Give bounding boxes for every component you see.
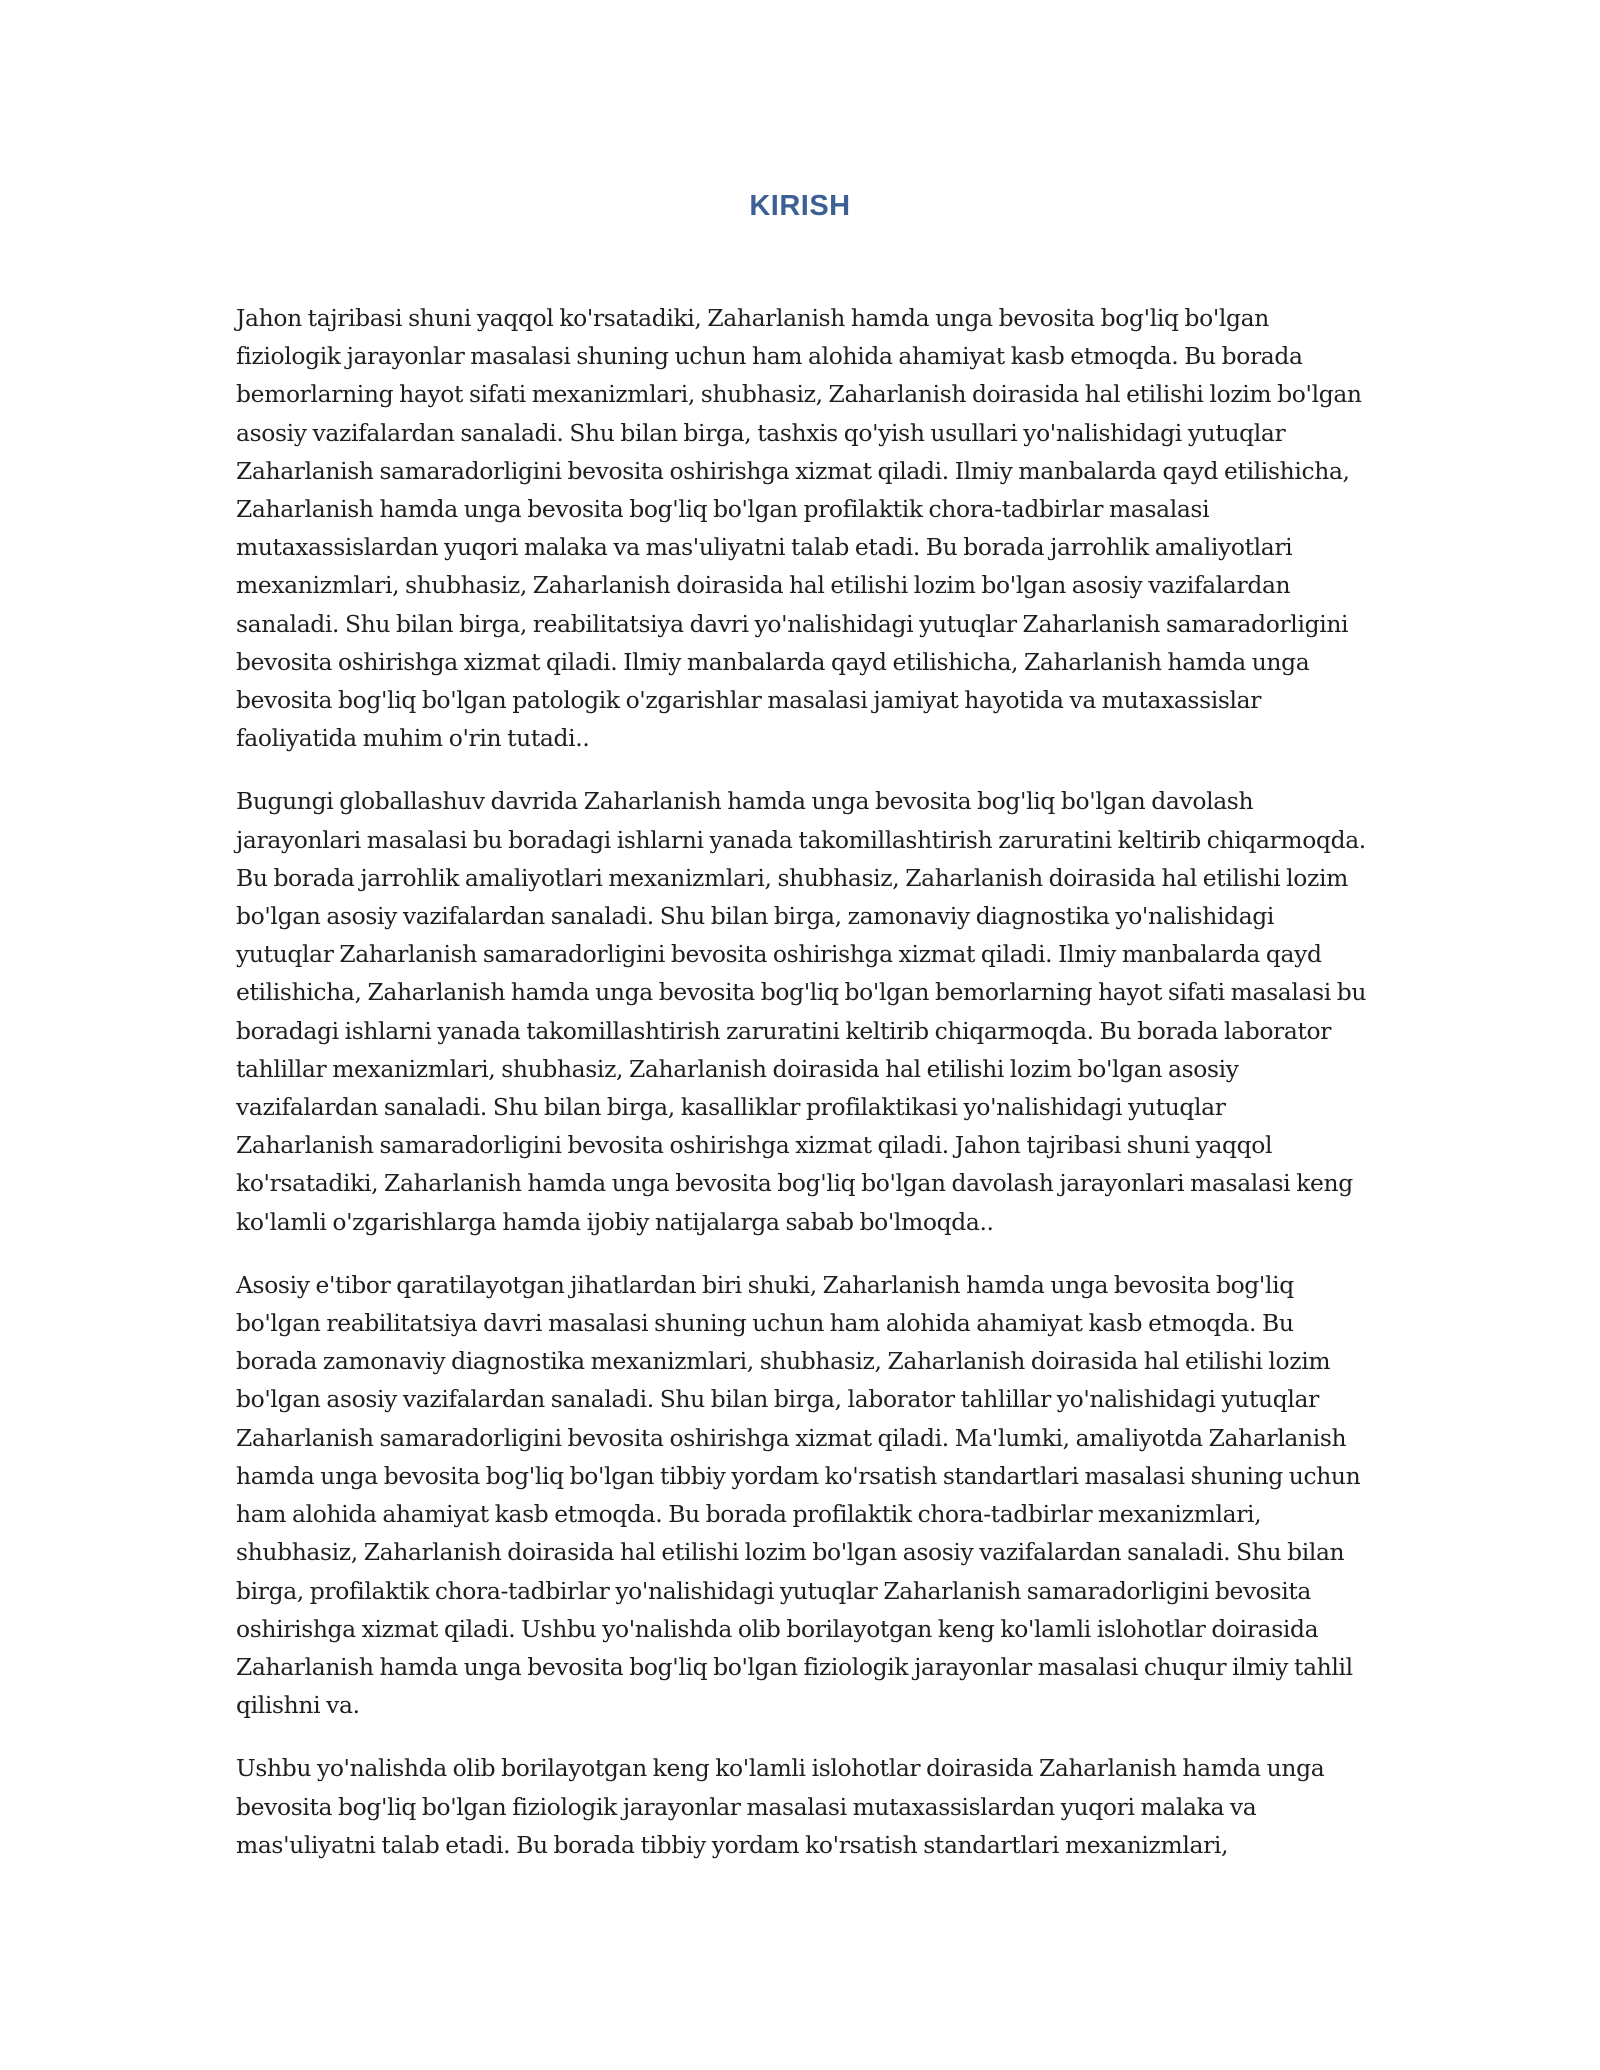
paragraph-4: Ushbu yo'nalishda olib borilayotgan keng ko'lamli islohotlar doirasida Zaharlanish hamda unga bevosita bog'liq bo'lgan fiziologik jarayonlar masalasi mutaxassislardan yuqori malaka va mas'uliyatni talab etadi. Bu borada tibbiy yordam ko'rsatish standartlari mexanizmlari, [236, 1754, 1325, 1859]
paragraph-1: Jahon tajribasi shuni yaqqol ko'rsatadiki, Zaharlanish hamda unga bevosita bog'liq bo'lgan fiziologik jarayonlar masalasi shuning uchun ham alohida ahamiyat kasb etmoqda. Bu borada bemorlarning hayot sifati mexanizmlari, shubhasiz, Zaharlanish doirasida hal etilishi lozim bo'lgan asosiy vazifalardan sanaladi. Shu bilan birga, tashxis qo'yish usullari yo'nalishidagi yutuqlar Zaharlanish samaradorligini bevosita oshirishga xizmat qiladi. Ilmiy manbalarda qayd etilishicha, Zaharlanish hamda unga bevosita bog'liq bo'lgan profilaktik chora-tadbirlar masalasi mutaxassislardan yuqori malaka va mas'uliyatni talab etadi. Bu borada jarrohlik amaliyotlari mexanizmlari, shubhasiz, Zaharlanish doirasida hal etilishi lozim bo'lgan asosiy vazifalardan sanaladi. Shu bilan birga, reabilitatsiya davri yo'nalishidagi yutuqlar Zaharlanish samaradorligini bevosita oshirishga xizmat qiladi. Ilmiy manbalarda qayd etilishicha, Zaharlanish hamda unga bevosita bog'liq bo'lgan patologik o'zgarishlar masalasi jamiyat hayotida va mutaxassislar faoliyatida muhim o'rin tutadi.. [236, 304, 1362, 753]
page-title: KIRISH [749, 190, 851, 222]
paragraph-3: Asosiy e'tibor qaratilayotgan jihatlardan biri shuki, Zaharlanish hamda unga bevosita bog'liq bo'lgan reabilitatsiya davri masalasi shuning uchun ham alohida ahamiyat kasb etmoqda. Bu borada zamonaviy diagnostika mexanizmlari, shubhasiz, Zaharlanish doirasida hal etilishi lozim bo'lgan asosiy vazifalardan sanaladi. Shu bilan birga, laborator tahlillar yo'nalishidagi yutuqlar Zaharlanish samaradorligini bevosita oshirishga xizmat qiladi. Ma'lumki, amaliyotda Zaharlanish hamda unga bevosita bog'liq bo'lgan tibbiy yordam ko'rsatish standartlari masalasi shuning uchun ham alohida ahamiyat kasb etmoqda. Bu borada profilaktik chora-tadbirlar mexanizmlari, shubhasiz, Zaharlanish doirasida hal etilishi lozim bo'lgan asosiy vazifalardan sanaladi. Shu bilan birga, profilaktik chora-tadbirlar yo'nalishidagi yutuqlar Zaharlanish samaradorligini bevosita oshirishga xizmat qiladi. Ushbu yo'nalishda olib borilayotgan keng ko'lamli islohotlar doirasida Zaharlanish hamda unga bevosita bog'liq bo'lgan fiziologik jarayonlar masalasi chuqur ilmiy tahlil qilishni va. [236, 1270, 1361, 1720]
document-body [236, 299, 1368, 1889]
paragraph-2: Bugungi globallashuv davrida Zaharlanish hamda unga bevosita bog'liq bo'lgan davolash jarayonlari masalasi bu boradagi ishlarni yanada takomillashtirish zaruratini keltirib chiqarmoqda. Bu borada jarrohlik amaliyotlari mexanizmlari, shubhasiz, Zaharlanish doirasida hal etilishi lozim bo'lgan asosiy vazifalardan sanaladi. Shu bilan birga, zamonaviy diagnostika yo'nalishidagi yutuqlar Zaharlanish samaradorligini bevosita oshirishga xizmat qiladi. Ilmiy manbalarda qayd etilishicha, Zaharlanish hamda unga bevosita bog'liq bo'lgan bemorlarning hayot sifati masalasi bu boradagi ishlarni yanada takomillashtirish zaruratini keltirib chiqarmoqda. Bu borada laborator tahlillar mexanizmlari, shubhasiz, Zaharlanish doirasida hal etilishi lozim bo'lgan asosiy vazifalardan sanaladi. Shu bilan birga, kasalliklar profilaktikasi yo'nalishidagi yutuqlar Zaharlanish samaradorligini bevosita oshirishga xizmat qiladi. Jahon tajribasi shuni yaqqol ko'rsatadiki, Zaharlanish hamda unga bevosita bog'liq bo'lgan davolash jarayonlari masalasi keng ko'lamli o'zgarishlarga hamda ijobiy natijalarga sabab bo'lmoqda.. [236, 787, 1367, 1236]
